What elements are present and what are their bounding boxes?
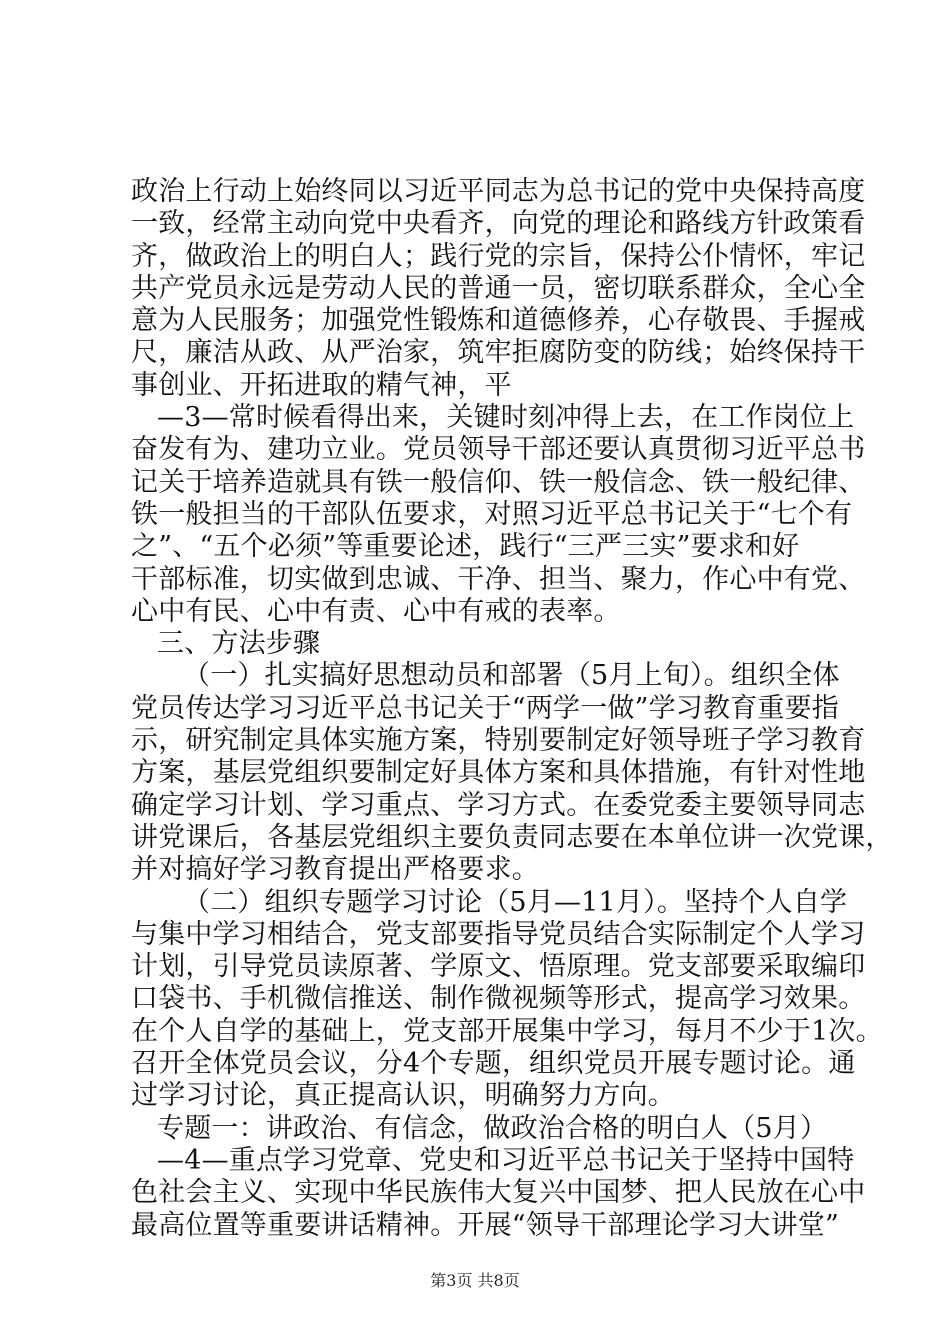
text-line: —4—重点学习党章、党史和习近平总书记关于坚持中国特 [157, 1144, 855, 1176]
text-line: 与集中学习相结合，党支部要指导党员结合实际制定个人学习 [131, 918, 866, 950]
text-line: （二）组织专题学习讨论（5月—11月）。坚持个人自学 [183, 886, 848, 918]
text-line: 干部标准，切实做到忠诚、干净、担当、聚力，作心中有党、 [131, 563, 866, 595]
text-line: 铁一般担当的干部队伍要求，对照习近平总书记关于“七个有 [131, 498, 853, 530]
text-line: 并对搞好学习教育提出严格要求。 [131, 854, 539, 886]
text-line: （一）扎实搞好思想动员和部署（5月上旬）。组织全体 [183, 660, 840, 692]
text-line: 党员传达学习习近平总书记关于“两学一做”学习教育重要指 [131, 692, 840, 724]
text-line: 政治上行动上始终同以习近平同志为总书记的党中央保持高度 [131, 176, 866, 207]
text-line: 意为人民服务；加强党性锻炼和道德修养，心存敬畏、手握戒 [131, 305, 866, 337]
text-line: 专题一：讲政治、有信念，做政治合格的明白人（5月） [157, 1112, 828, 1144]
text-line: 讲党课后，各基层党组织主要负责同志要在本单位讲一次党课， [131, 821, 893, 853]
text-line: 尺，廉洁从政、从严治家，筑牢拒腐防变的防线；始终保持干 [131, 337, 866, 369]
page-footer: 第3页 共8页 [430, 1271, 520, 1290]
text-line: 奋发有为、建功立业。党员领导干部还要认真贯彻习近平总书 [131, 434, 866, 466]
text-line: 共产党员永远是劳动人民的普通一员，密切联系群众，全心全 [131, 272, 866, 304]
text-line: 最高位置等重要讲话精神。开展“领导干部理论学习大讲堂” [131, 1209, 840, 1241]
text-line: 三、方法步骤 [157, 628, 321, 660]
text-line: 方案，基层党组织要制定好具体方案和具体措施，有针对性地 [131, 757, 866, 789]
text-line: 口袋书、手机微信推送、制作微视频等形式，提高学习效果。 [131, 983, 866, 1015]
text-line: 心中有民、心中有责、心中有戒的表率。 [131, 595, 621, 627]
text-line: 计划，引导党员读原著、学原文、悟原理。党支部要采取编印 [131, 951, 866, 983]
text-line: 示，研究制定具体实施方案，特别要制定好领导班子学习教育 [131, 725, 866, 757]
text-line: 一致，经常主动向党中央看齐，向党的理论和路线方针政策看 [131, 208, 866, 240]
text-line: 事创业、开拓进取的精气神，平 [131, 369, 512, 401]
text-line: —3—常时候看得出来，关键时刻冲得上去，在工作岗位上 [157, 402, 855, 434]
text-line: 记关于培养造就具有铁一般信仰、铁一般信念、铁一般纪律、 [131, 466, 866, 498]
text-line: 之”、“五个必须”等重要论述，践行“三严三实”要求和好 [131, 531, 800, 563]
document-body [131, 176, 893, 1242]
text-line: 在个人自学的基础上，党支部开展集中学习，每月不少于1次。 [131, 1015, 883, 1047]
text-line: 召开全体党员会议，分4个专题，组织党员开展专题讨论。通 [131, 1048, 856, 1080]
text-line: 过学习讨论，真正提高认识，明确努力方向。 [131, 1080, 675, 1112]
text-line: 齐，做政治上的明白人；践行党的宗旨，保持公仆情怀，牢记 [131, 240, 866, 272]
text-line: 确定学习计划、学习重点、学习方式。在委党委主要领导同志 [131, 789, 866, 821]
text-line: 色社会主义、实现中华民族伟大复兴中国梦、把人民放在心中 [131, 1177, 866, 1209]
